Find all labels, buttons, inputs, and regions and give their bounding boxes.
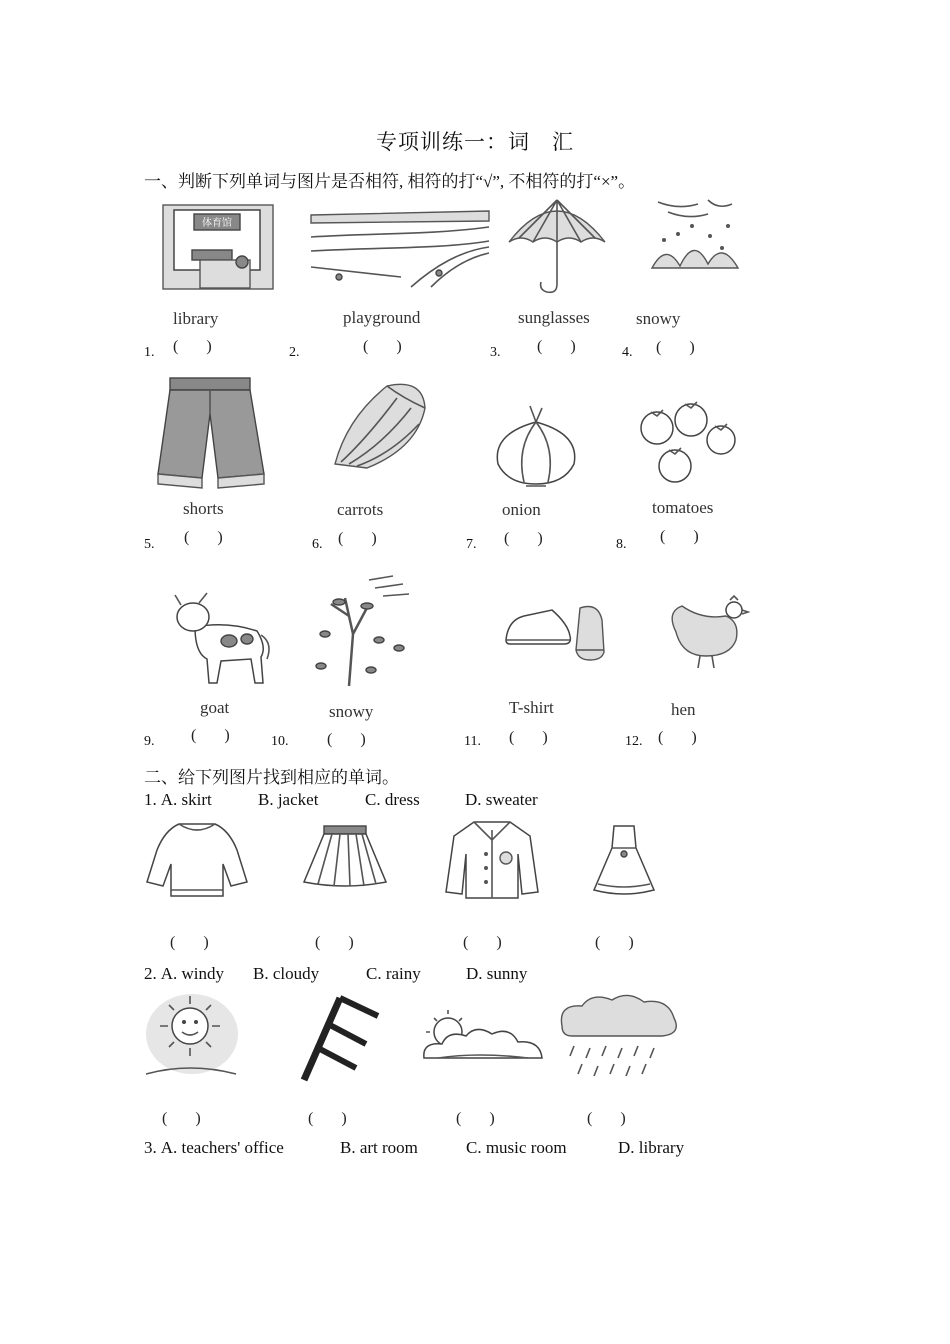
q2-number: 2. [144, 964, 157, 983]
q1-row [144, 790, 212, 810]
item-4-answer[interactable]: ( ) [656, 339, 695, 356]
item-9-answer[interactable]: ( ) [191, 727, 230, 744]
q3-row [144, 1138, 284, 1158]
q3-option-d: D. library [618, 1138, 685, 1157]
q2-option-d: D. sunny [466, 964, 528, 983]
running-track-icon [311, 207, 489, 287]
item-7-answer[interactable]: ( ) [504, 530, 543, 547]
item-10-number: 10. [271, 734, 289, 749]
item-3-word: sunglasses [518, 308, 590, 327]
item-8-answer[interactable]: ( ) [660, 528, 699, 545]
item-2-number: 2. [289, 345, 300, 360]
item-1-answer[interactable]: ( ) [173, 338, 212, 355]
item-10-word: snowy [329, 702, 374, 721]
cow-icon [167, 587, 273, 687]
item-12-number: 12. [625, 734, 643, 749]
q2-answer-2[interactable]: ( ) [308, 1110, 347, 1127]
q1-option-b: B. jacket [258, 790, 319, 809]
item-8-word: tomatoes [652, 498, 714, 517]
q1-answer-3[interactable]: ( ) [463, 934, 502, 951]
snow-scene-icon [648, 196, 742, 276]
page-title: 专项训练一：词 汇 [376, 130, 574, 154]
umbrella-icon [505, 196, 609, 296]
onion-icon [490, 404, 582, 490]
q2-option-b: B. cloudy [253, 964, 320, 983]
tomatoes-icon [639, 394, 741, 484]
item-9-number: 9. [144, 734, 155, 749]
q1-option-c: C. dress [365, 790, 420, 809]
item-12-word: hen [671, 700, 696, 719]
gym-sign-icon [162, 204, 274, 290]
q2-option-c: C. rainy [366, 964, 421, 983]
q1-number: 1. [144, 790, 157, 809]
item-4-word: snowy [636, 309, 681, 328]
svg-text:体育馆: 体育馆 [202, 218, 232, 229]
item-5-word: shorts [183, 499, 224, 518]
skirt-icon [302, 824, 388, 890]
item-11-number: 11. [464, 734, 481, 749]
hen-icon [656, 592, 748, 672]
q3-option-c: C. music room [466, 1138, 567, 1157]
rain-cloud-icon [556, 990, 682, 1082]
item-6-number: 6. [312, 537, 323, 552]
q2-row [144, 964, 224, 984]
sun-icon [142, 990, 240, 1084]
shorts-icon [156, 374, 268, 490]
section2-heading: 二、给下列图片找到相应的单词。 [144, 768, 399, 787]
q2-answer-1[interactable]: ( ) [162, 1110, 201, 1127]
item-11-word: T-shirt [509, 698, 554, 717]
q2-answer-4[interactable]: ( ) [587, 1110, 626, 1127]
item-12-answer[interactable]: ( ) [658, 729, 697, 746]
item-10-answer[interactable]: ( ) [327, 731, 366, 748]
item-7-word: onion [502, 500, 541, 519]
item-8-number: 8. [616, 537, 627, 552]
q1-option-d: D. sweater [465, 790, 538, 809]
q3-number: 3. [144, 1138, 157, 1157]
item-4-number: 4. [622, 345, 633, 360]
wind-icon [296, 992, 382, 1084]
item-5-answer[interactable]: ( ) [184, 529, 223, 546]
q3-option-a: A. teachers' office [160, 1138, 284, 1157]
q2-option-a: A. windy [160, 964, 225, 983]
section1-heading: 一、判断下列单词与图片是否相符, 相符的打“√”, 不相符的打“×”。 [144, 172, 636, 191]
sweater-icon [145, 820, 249, 900]
q1-option-a: A. skirt [160, 790, 212, 809]
item-1-number: 1. [144, 345, 155, 360]
item-1-word: library [173, 309, 219, 328]
q2-answer-3[interactable]: ( ) [456, 1110, 495, 1127]
item-2-answer[interactable]: ( ) [363, 338, 402, 355]
item-3-answer[interactable]: ( ) [537, 338, 576, 355]
shoes-icon [504, 600, 608, 662]
item-9-word: goat [200, 698, 230, 717]
q1-answer-4[interactable]: ( ) [595, 934, 634, 951]
item-5-number: 5. [144, 537, 155, 552]
q1-answer-2[interactable]: ( ) [315, 934, 354, 951]
cloudy-icon [418, 1006, 546, 1070]
item-7-number: 7. [466, 537, 477, 552]
item-2-word: playground [343, 308, 421, 327]
q3-option-b: B. art room [340, 1138, 418, 1157]
dress-icon [592, 824, 656, 896]
item-6-word: carrots [337, 500, 384, 519]
cabbage-icon [327, 378, 429, 472]
item-11-answer[interactable]: ( ) [509, 729, 548, 746]
q1-answer-1[interactable]: ( ) [170, 934, 209, 951]
item-3-number: 3. [490, 345, 501, 360]
item-6-answer[interactable]: ( ) [338, 530, 377, 547]
windy-tree-icon [309, 574, 413, 688]
jacket-icon [444, 818, 540, 902]
